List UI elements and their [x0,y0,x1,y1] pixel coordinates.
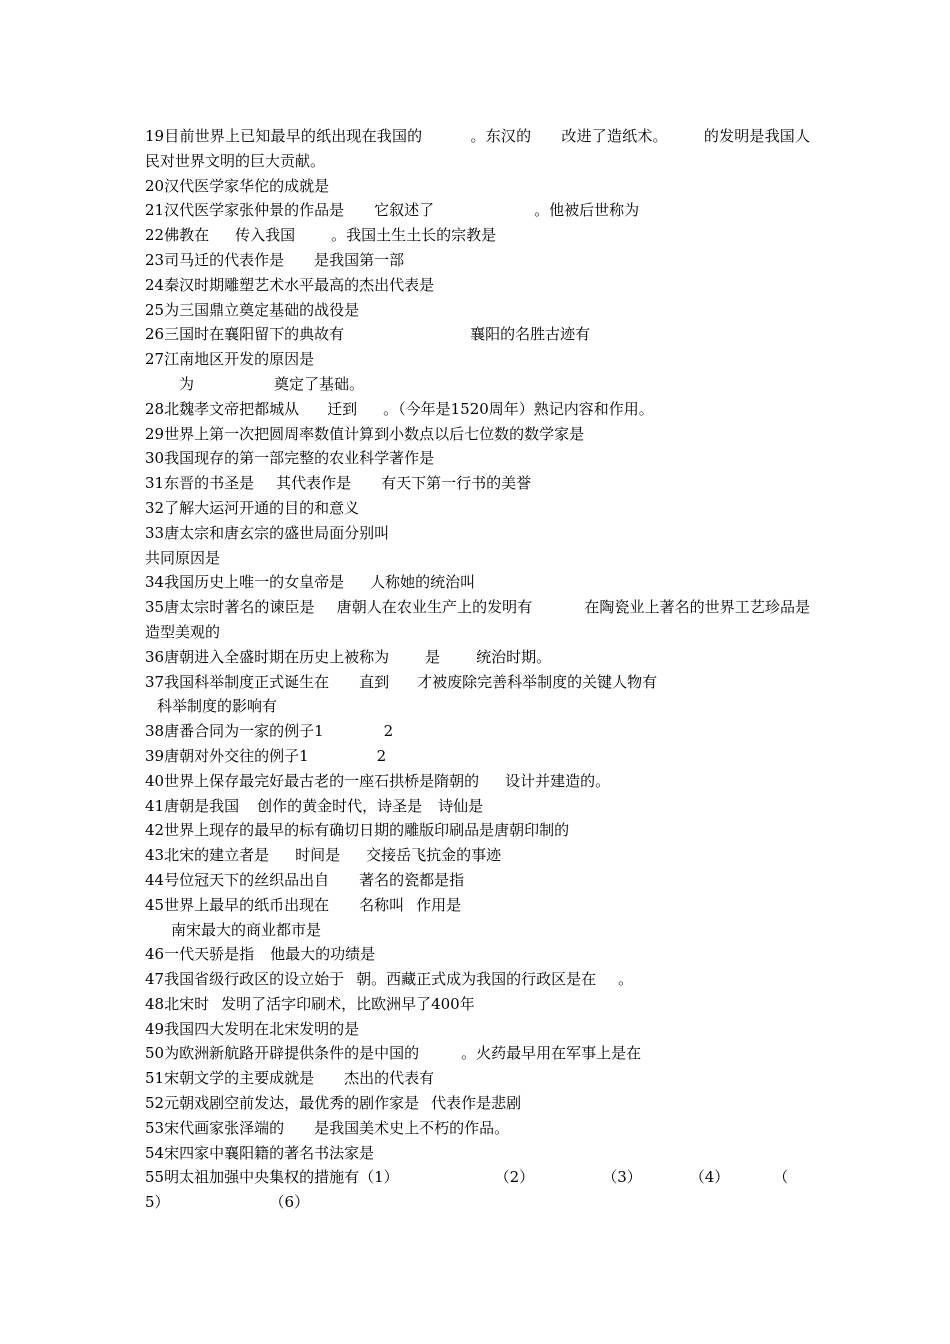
question-line [145,124,810,174]
question-line: 35唐太宗时著名的谏臣是 唐朝人在农业生产上的发明有 在陶瓷业上著名的世界工艺珍品是造型美观的 [145,598,810,641]
question-line: 54宋四家中襄阳籍的著名书法家是 [145,1143,375,1162]
question-line: 为 奠定了基础。 [179,374,365,393]
question-line: 42世界上现存的最早的标有确切日期的雕版印刷品是唐朝印制的 [145,821,570,840]
question-line: 52元朝戏剧空前发达，最优秀的剧作家是 代表作是悲剧 [145,1094,522,1113]
question-line: 20汉代医学家华佗的成就是 [145,176,330,195]
q19: 19目前世界上已知最早的纸出现在我国的 。东汉的 改进了造纸术。 的发明是我国人民对世界文明的巨大贡献。 [145,127,810,170]
question-line: 39唐朝对外交往的例子1 2 [145,746,387,765]
question-line: 41唐朝是我国 创作的黄金时代，诗圣是 诗仙是 [145,796,484,815]
question-line: 44号位冠天下的丝织品出自 著名的瓷都是指 [145,870,465,889]
question-line: 科举制度的影响有 [157,697,278,716]
question-line: 5） （6） [145,1193,310,1212]
question-line: 50为欧洲新航路开辟提供条件的是中国的 。火药最早用在军事上是在 [145,1044,642,1063]
question-line: 29世界上第一次把圆周率数值计算到小数点以后七位数的数学家是 [145,424,585,443]
question-line: 40世界上保存最完好最古老的一座石拱桥是隋朝的 设计并建造的。 [145,771,611,790]
question-line: 25为三国鼎立奠定基础的战役是 [145,300,360,319]
question-line: 28北魏孝文帝把都城从 迁到 。（今年是1520周年）熟记内容和作用。 [145,399,654,418]
question-line: 南宋最大的商业都市是 [171,920,322,939]
question-line: 23司马迁的代表作是 是我国第一部 [145,250,405,269]
question-line: 24秦汉时期雕塑艺术水平最高的杰出代表是 [145,275,435,294]
question-line: 26三国时在襄阳留下的典故有 襄阳的名胜古迹有 [145,325,591,344]
question-line: 51宋朝文学的主要成就是 杰出的代表有 [145,1069,435,1088]
question-line: 22佛教在 传入我国 。我国土生土长的宗教是 [145,226,497,245]
question-line: 34我国历史上唯一的女皇帝是 人称她的统治叫 [145,573,476,592]
question-line: 27江南地区开发的原因是 [145,350,315,369]
question-line: 30我国现存的第一部完整的农业科学著作是 [145,449,435,468]
document-page [145,124,810,1215]
question-line: 55明太祖加强中央集权的措施有（1） （2） （3） （4） （ [145,1168,789,1187]
question-line: 45世界上最早的纸币出现在 名称叫 作用是 [145,895,462,914]
question-line: 21汉代医学家张仲景的作品是 它叙述了 。他被后世称为 [145,201,640,220]
question-line: 47我国省级行政区的设立始于 朝。西藏正式成为我国的行政区是在 。 [145,970,634,989]
question-line: 49我国四大发明在北宋发明的是 [145,1019,360,1038]
question-line: 33唐太宗和唐玄宗的盛世局面分别叫 [145,523,390,542]
question-line: 36唐朝进入全盛时期在历史上被称为 是 统治时期。 [145,647,552,666]
question-line: 31东晋的书圣是 其代表作是 有天下第一行书的美誉 [145,474,532,493]
question-line: 46一代天骄是指 他最大的功绩是 [145,945,376,964]
question-line: 32了解大运河开通的目的和意义 [145,498,360,517]
question-line: 43北宋的建立者是 时间是 交接岳飞抗金的事迹 [145,846,502,865]
question-line: 38唐番合同为一家的例子1 2 [145,722,394,741]
question-line: 共同原因是 [145,548,221,567]
question-line: 48北宋时 发明了活字印刷术，比欧洲早了400年 [145,994,475,1013]
question-line: 53宋代画家张泽端的 是我国美术史上不朽的作品。 [145,1118,510,1137]
question-line: 37我国科举制度正式诞生在 直到 才被废除完善科举制度的关键人物有 [145,672,658,691]
